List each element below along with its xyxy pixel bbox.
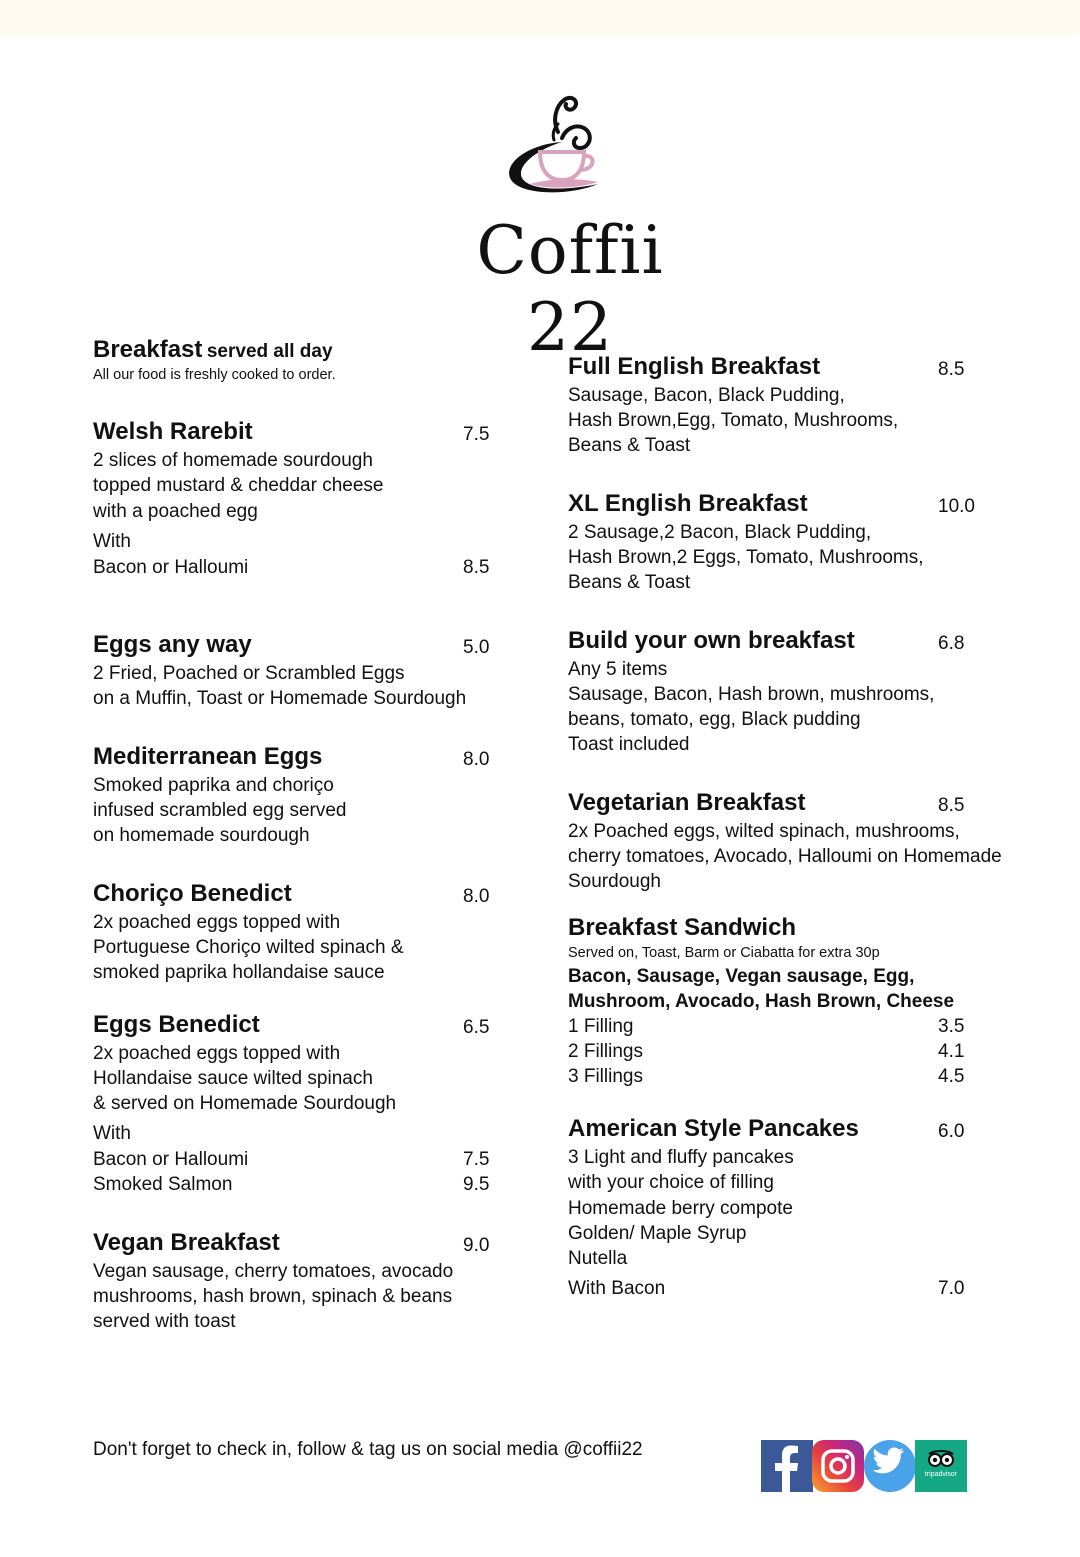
item-description: Any 5 items [568,659,668,680]
extra-option: Smoked Salmon [93,1174,233,1195]
extra-price: 7.5 [463,1149,490,1170]
item-description: with a poached egg [93,501,258,522]
item-description: 2x poached eggs topped with [93,1043,341,1064]
item-description: Beans & Toast [568,435,691,456]
item-name: American Style Pancakes [568,1115,859,1142]
item-price: 5.0 [463,637,490,658]
item-description: Smoked paprika and choriço [93,775,334,796]
item-price: 7.5 [463,424,490,445]
brand-name: Coffii 22 [476,212,664,366]
social-icons [761,1440,967,1492]
item-price: 8.0 [463,886,490,907]
item-description: Nutella [568,1248,628,1269]
item-description: Homemade berry compote [568,1198,793,1219]
instagram-icon[interactable] [812,1440,864,1492]
item-description: Sourdough [568,871,661,892]
item-price: 6.5 [463,1017,490,1038]
item-name: Vegetarian Breakfast [568,789,806,816]
item-description: on homemade sourdough [93,825,310,846]
item-name: Eggs Benedict [93,1011,260,1038]
item-price: 8.0 [463,749,490,770]
extra-option: With Bacon [568,1278,666,1299]
footer-social-text: Don't forget to check in, follow & tag us on social media @coffii22 [93,1439,643,1460]
extra-price: 7.0 [938,1278,965,1299]
item-description: on a Muffin, Toast or Homemade Sourdough [93,688,467,709]
item-description: Hollandaise sauce wilted spinach [93,1068,373,1089]
top-band [0,0,1080,35]
extra-price: 9.5 [463,1174,490,1195]
item-name: Eggs any way [93,631,252,658]
extra-option: Bacon or Halloumi [93,557,249,578]
item-price: 6.8 [938,633,965,654]
section-note: All our food is freshly cooked to order. [93,367,336,383]
item-description: 2 Sausage,2 Bacon, Black Pudding, [568,522,872,543]
item-name: Welsh Rarebit [93,418,253,445]
twitter-icon[interactable] [864,1440,916,1492]
item-description: 2 slices of homemade sourdough [93,450,373,471]
extra-option: Bacon or Halloumi [93,1149,249,1170]
item-description: mushrooms, hash brown, spinach & beans [93,1286,453,1307]
item-description: Toast included [568,734,690,755]
extras-label: With [93,531,131,552]
item-name: Vegan Breakfast [93,1229,280,1256]
item-price: 8.5 [938,795,965,816]
item-name: Choriço Benedict [93,880,292,907]
item-description: 2x poached eggs topped with [93,912,341,933]
item-description: topped mustard & cheddar cheese [93,475,384,496]
item-description: 3 Light and fluffy pancakes [568,1147,794,1168]
item-description: with your choice of filling [568,1172,774,1193]
option-price: 4.5 [938,1066,965,1087]
section-subtitle: served all day [206,341,333,362]
coffee-cup-icon [500,92,610,202]
item-description: Vegan sausage, cherry tomatoes, avocado [93,1261,454,1282]
fillings-list: Bacon, Sausage, Vegan sausage, Egg, [568,966,915,987]
option-price: 3.5 [938,1016,965,1037]
item-price: 6.0 [938,1121,965,1142]
item-note: Served on, Toast, Barm or Ciabatta for extra 30p [568,945,880,961]
tripadvisor-label: tripadvisor [924,1471,958,1478]
item-description: Sausage, Bacon, Hash brown, mushrooms, [568,684,935,705]
fillings-list: Mushroom, Avocado, Hash Brown, Cheese [568,991,955,1012]
item-description: 2x Poached eggs, wilted spinach, mushrooms, [568,821,960,842]
option-price: 4.1 [938,1041,965,1062]
item-name: Build your own breakfast [568,627,855,654]
item-price: 8.5 [938,359,965,380]
extras-label: With [93,1123,131,1144]
item-price: 9.0 [463,1235,490,1256]
item-description: Golden/ Maple Syrup [568,1223,747,1244]
item-description: Beans & Toast [568,572,691,593]
option-label: 2 Fillings [568,1041,643,1062]
item-description: Hash Brown,Egg, Tomato, Mushrooms, [568,410,899,431]
section-title: Breakfast [93,336,203,363]
section-header [93,336,333,364]
item-name: Full English Breakfast [568,353,821,380]
item-description: 2 Fried, Poached or Scrambled Eggs [93,663,405,684]
option-label: 3 Fillings [568,1066,643,1087]
item-description: Sausage, Bacon, Black Pudding, [568,385,845,406]
item-description: cherry tomatoes, Avocado, Halloumi on Homemade [568,846,1002,867]
item-description: Portuguese Choriço wilted spinach & [93,937,404,958]
item-description: beans, tomato, egg, Black pudding [568,709,861,730]
item-name: Breakfast Sandwich [568,914,797,941]
item-description: served with toast [93,1311,236,1332]
item-name: XL English Breakfast [568,490,808,517]
item-name: Mediterranean Eggs [93,743,323,770]
option-label: 1 Filling [568,1016,634,1037]
extra-price: 8.5 [463,557,490,578]
item-description: & served on Homemade Sourdough [93,1093,397,1114]
facebook-icon[interactable] [761,1440,813,1492]
item-description: smoked paprika hollandaise sauce [93,962,385,983]
item-description: infused scrambled egg served [93,800,347,821]
tripadvisor-icon[interactable] [915,1440,967,1492]
item-description: Hash Brown,2 Eggs, Tomato, Mushrooms, [568,547,924,568]
item-price: 10.0 [938,496,975,517]
